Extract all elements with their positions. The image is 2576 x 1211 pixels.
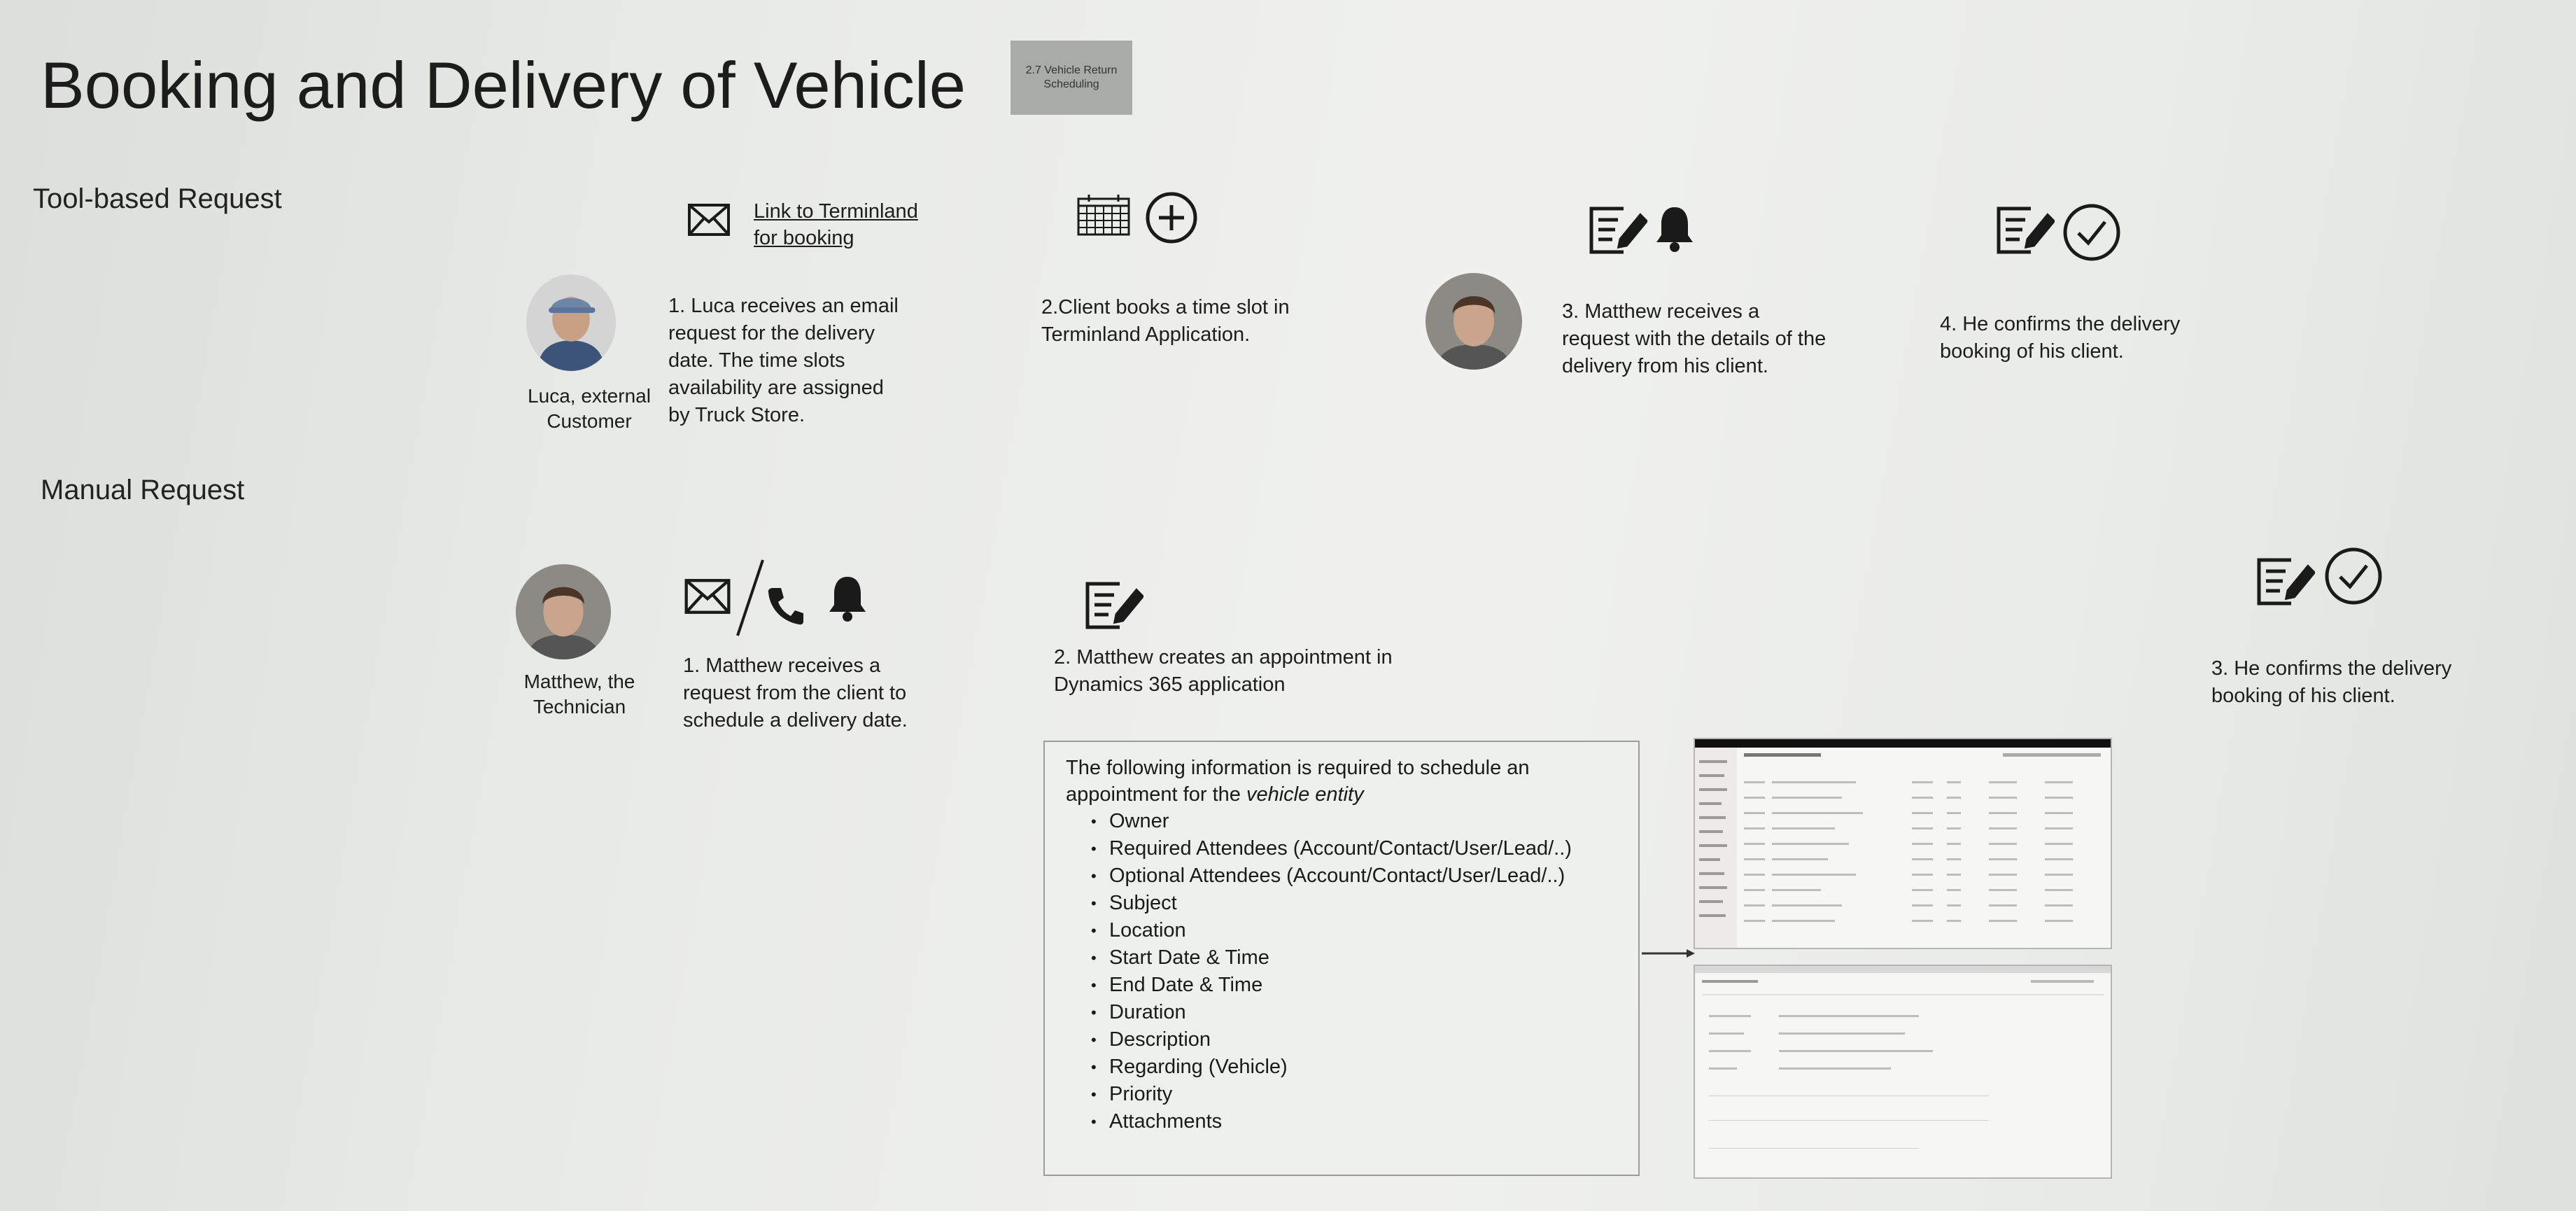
edit-note-icon	[1083, 578, 1143, 633]
list-item: • Location	[1091, 917, 1617, 944]
list-item: • Optional Attendees (Account/Contact/User/Lead/..)	[1091, 862, 1617, 890]
matthew-caption: Matthew, the Technician	[523, 671, 635, 718]
list-item: • Attachments	[1091, 1108, 1617, 1135]
list-item: • End Date & Time	[1091, 972, 1617, 999]
luca-avatar	[526, 274, 616, 371]
manual-step-1: 1. Matthew receives a request from the client to schedule a delivery date.	[683, 654, 908, 732]
tool-step-1: 1. Luca receives an email request for the delivery date. The time slots availability are assigned by Truck Store.	[668, 295, 899, 426]
list-item: • Priority	[1091, 1081, 1617, 1108]
page-title: Booking and Delivery of Vehicle	[41, 48, 966, 122]
matthew-avatar-tool	[1426, 273, 1522, 370]
info-intro	[1066, 755, 1617, 808]
envelope-icon	[684, 578, 731, 615]
envelope-icon	[687, 203, 731, 237]
tool-step-3: 3. Matthew receives a request with the details of the delivery from his client.	[1562, 300, 1827, 377]
required-info-box	[1043, 741, 1640, 1176]
pointer-arrow	[1640, 946, 1696, 960]
dynamics-list-screenshot	[1694, 738, 2112, 949]
lane-label-manual: Manual Request	[41, 475, 245, 505]
list-item: • Subject	[1091, 890, 1617, 917]
lane-label-tool: Tool-based Request	[33, 183, 282, 214]
list-item: • Regarding (Vehicle)	[1091, 1054, 1617, 1081]
edit-note-icon	[2255, 554, 2315, 609]
section-tag[interactable]: 2.7 Vehicle Return Scheduling	[1011, 41, 1132, 115]
edit-note-icon	[1587, 203, 1647, 258]
list-item: • Description	[1091, 1026, 1617, 1054]
info-intro-text: The following information is required to schedule an appointment for the	[1066, 757, 1530, 806]
edit-note-icon	[1994, 203, 2055, 258]
tool-step-4: 4. He confirms the delivery booking of his client.	[1940, 313, 2181, 363]
slash-divider	[735, 559, 766, 637]
matthew-avatar-manual	[516, 564, 611, 659]
required-fields-list	[1066, 808, 1617, 1135]
bell-icon	[1653, 203, 1696, 253]
bell-icon	[826, 573, 869, 623]
phone-icon	[766, 585, 805, 626]
list-item: • Owner	[1091, 808, 1617, 835]
tool-step-2: 2.Client books a time slot in Terminland Application.	[1041, 296, 1290, 346]
plus-circle-icon[interactable]	[1144, 190, 1199, 245]
info-intro-emphasis: vehicle entity	[1246, 783, 1364, 806]
manual-step-3: 3. He confirms the delivery booking of his client.	[2211, 657, 2452, 707]
list-item: • Required Attendees (Account/Contact/User/Lead/..)	[1091, 835, 1617, 862]
check-circle-icon[interactable]	[2323, 546, 2384, 606]
list-item: • Start Date & Time	[1091, 944, 1617, 972]
luca-caption: Luca, external Customer	[528, 385, 651, 432]
calendar-icon	[1076, 193, 1131, 237]
dynamics-form-screenshot	[1694, 965, 2112, 1179]
terminland-link[interactable]: Link to Terminland for booking	[754, 200, 918, 249]
check-circle-icon[interactable]	[2062, 202, 2122, 262]
list-item: • Duration	[1091, 999, 1617, 1026]
manual-step-2: 2. Matthew creates an appointment in Dynamics 365 application	[1054, 646, 1393, 696]
